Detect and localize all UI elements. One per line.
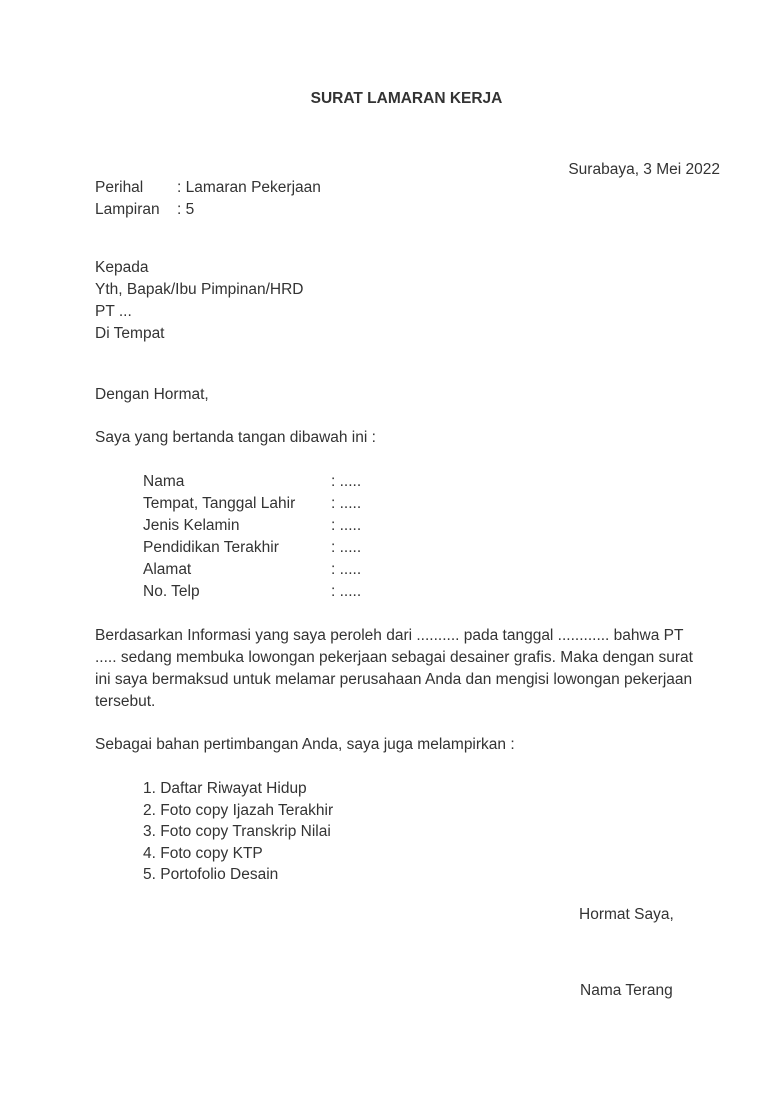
field-label: Alamat: [143, 561, 192, 578]
body-line: ini saya bermaksud untuk melamar perusahaan Anda dan mengisi lowongan pekerjaan: [95, 671, 693, 688]
recipient-line: PT ...: [95, 303, 132, 320]
attachment-item: 5. Portofolio Desain: [143, 866, 279, 883]
attachment-item: 3. Foto copy Transkrip Nilai: [143, 823, 331, 840]
body-line: ..... sedang membuka lowongan pekerjaan sebagai desainer grafis. Maka dengan surat: [95, 649, 693, 666]
field-value: : .....: [331, 495, 362, 512]
field-label: No. Telp: [143, 583, 200, 600]
closing: Hormat Saya,: [579, 906, 674, 923]
attachment-item: 1. Daftar Riwayat Hidup: [143, 780, 307, 797]
subject-label: Perihal: [95, 179, 144, 196]
place-date: Surabaya, 3 Mei 2022: [568, 161, 720, 178]
field-value: : .....: [331, 561, 362, 578]
attachment-value: : 5: [177, 201, 195, 218]
field-label: Pendidikan Terakhir: [143, 539, 279, 556]
subject-value: : Lamaran Pekerjaan: [177, 179, 321, 196]
body-line: tersebut.: [95, 693, 156, 710]
field-label: Jenis Kelamin: [143, 517, 240, 534]
recipient-line: Di Tempat: [95, 325, 165, 342]
attachments-intro: Sebagai bahan pertimbangan Anda, saya juga melampirkan :: [95, 736, 515, 753]
field-label: Nama: [143, 473, 185, 490]
field-value: : .....: [331, 583, 362, 600]
field-value: : .....: [331, 517, 362, 534]
salutation: Dengan Hormat,: [95, 386, 209, 403]
field-value: : .....: [331, 539, 362, 556]
recipient-line: Kepada: [95, 259, 149, 276]
field-value: : .....: [331, 473, 362, 490]
attachment-label: Lampiran: [95, 201, 160, 218]
recipient-line: Yth, Bapak/Ibu Pimpinan/HRD: [95, 281, 304, 298]
intro-text: Saya yang bertanda tangan dibawah ini :: [95, 429, 376, 446]
attachment-item: 4. Foto copy KTP: [143, 845, 263, 862]
field-label: Tempat, Tanggal Lahir: [143, 495, 296, 512]
body-paragraph: [95, 625, 715, 713]
letter-title: SURAT LAMARAN KERJA: [310, 90, 503, 107]
body-line: Berdasarkan Informasi yang saya peroleh dari .......... pada tanggal ............ bahwa PT: [95, 627, 684, 644]
signature-name: Nama Terang: [580, 982, 673, 999]
attachment-item: 2. Foto copy Ijazah Terakhir: [143, 802, 334, 819]
